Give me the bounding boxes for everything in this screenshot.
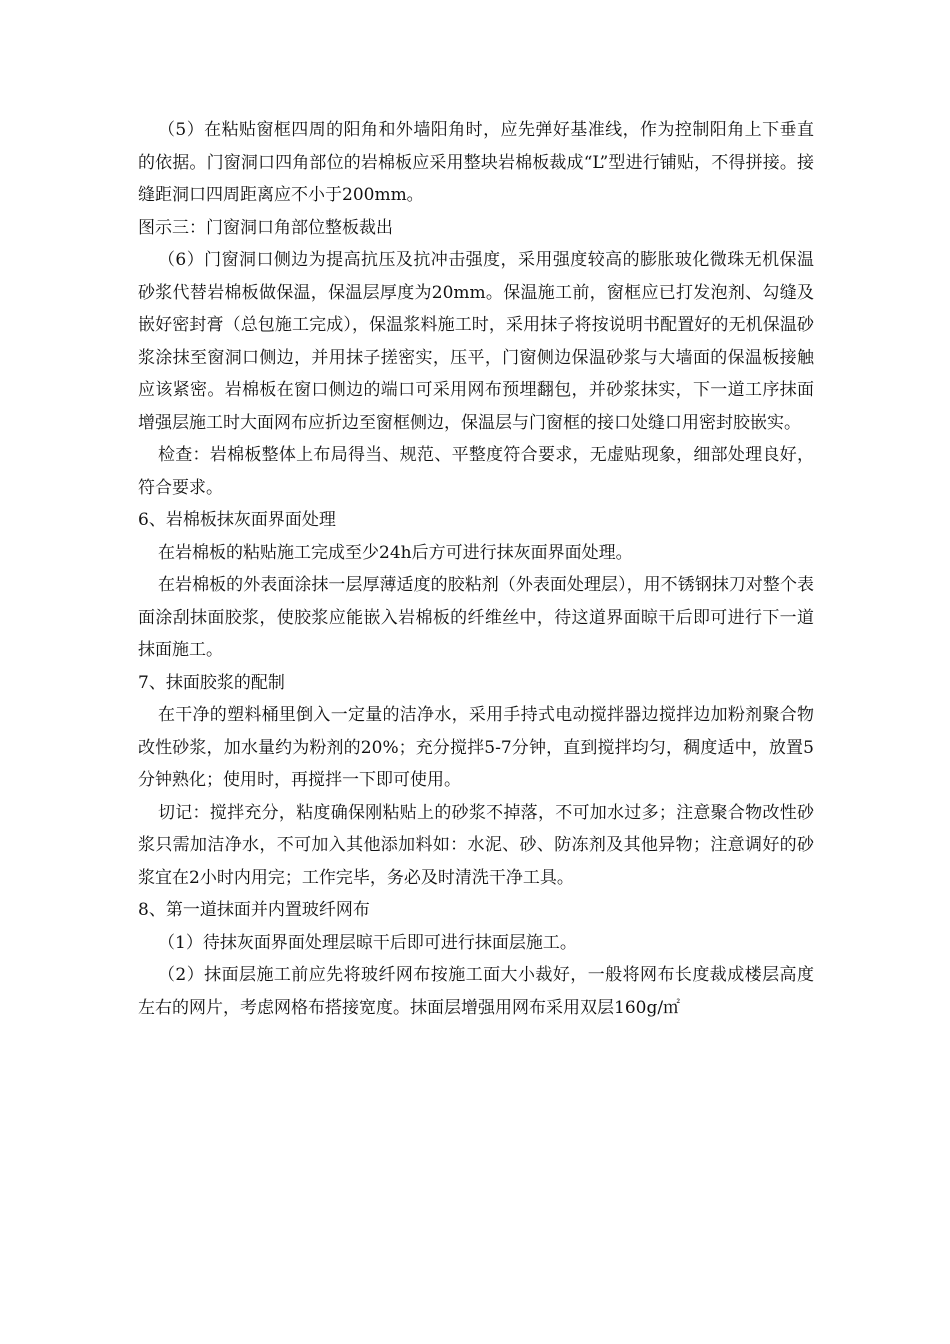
paragraph-step-8-2: （2）抹面层施工前应先将玻纤网布按施工面大小裁好，一般将网布长度裁成楼层高度左右的网片，考虑网格布搭接宽度。抹面层增强用网布采用双层160g/㎡ (138, 965, 814, 1018)
paragraph-interface-timing: 在岩棉板的粘贴施工完成至少24h后方可进行抹灰面界面处理。 (158, 542, 633, 563)
figure-caption-3: 图示三：门窗洞口角部位整板裁出 (138, 217, 393, 238)
paragraph-mixing-cautions: 切记：搅拌充分，粘度确保刚粘贴上的砂浆不掉落，不可加水过多；注意聚合物改性砂浆只需加洁净水，不可加入其他添加料如：水泥、砂、防冻剂及其他异物；注意调好的砂浆宜在2小时内用完；工作完毕，务必及时清洗干净工具。 (138, 802, 814, 888)
section-heading-6: 6、岩棉板抹灰面界面处理 (138, 510, 336, 530)
section-heading-8: 8、第一道抹面并内置玻纤网布 (138, 900, 370, 920)
paragraph-inspection: 检查：岩棉板整体上布局得当、规范、平整度符合要求，无虚贴现象，细部处理良好，符合要求。 (138, 445, 814, 498)
document-body (138, 114, 814, 1024)
paragraph-step-8-1: （1）待抹灰面界面处理层晾干后即可进行抹面层施工。 (158, 932, 577, 953)
paragraph-mortar-mixing: 在干净的塑料桶里倒入一定量的洁净水，采用手持式电动搅拌器边搅拌边加粉剂聚合物改性砂浆，加水量约为粉剂的20%；充分搅拌5-7分钟，直到搅拌均匀，稠度适中，放置5分钟熟化；使用时，再搅拌一下即可使用。 (138, 705, 814, 790)
paragraph-interface-method: 在岩棉板的外表面涂抹一层厚薄适度的胶粘剂（外表面处理层），用不锈钢抹刀对整个表面涂刮抹面胶浆，使胶浆应能嵌入岩棉板的纤维丝中，待这道界面晾干后即可进行下一道抹面施工。 (138, 575, 814, 660)
paragraph-step-5: （5）在粘贴窗框四周的阳角和外墙阳角时，应先弹好基准线，作为控制阳角上下垂直的依据。门窗洞口四角部位的岩棉板应采用整块岩棉板裁成“L”型进行铺贴，不得拼接。接缝距洞口四周距离应不小于200mm。 (138, 120, 814, 205)
paragraph-step-6: （6）门窗洞口侧边为提高抗压及抗冲击强度，采用强度较高的膨胀玻化微珠无机保温砂浆代替岩棉板做保温，保温层厚度为20mm。保温施工前，窗框应已打发泡剂、勾缝及嵌好密封膏（总包施工完成），保温浆料施工时，采用抹子将按说明书配置好的无机保温砂浆涂抹至窗洞口侧边，并用抹子搓密实，压平，门窗侧边保温砂浆与大墙面的保温板接触应该紧密。岩棉板在窗口侧边的端口可采用网布预埋翻包，并砂浆抹实，下一道工序抹面增强层施工时大面网布应折边至窗框侧边，保温层与门窗框的接口处缝口用密封胶嵌实。 (138, 250, 814, 433)
section-heading-7: 7、抹面胶浆的配制 (138, 672, 285, 693)
